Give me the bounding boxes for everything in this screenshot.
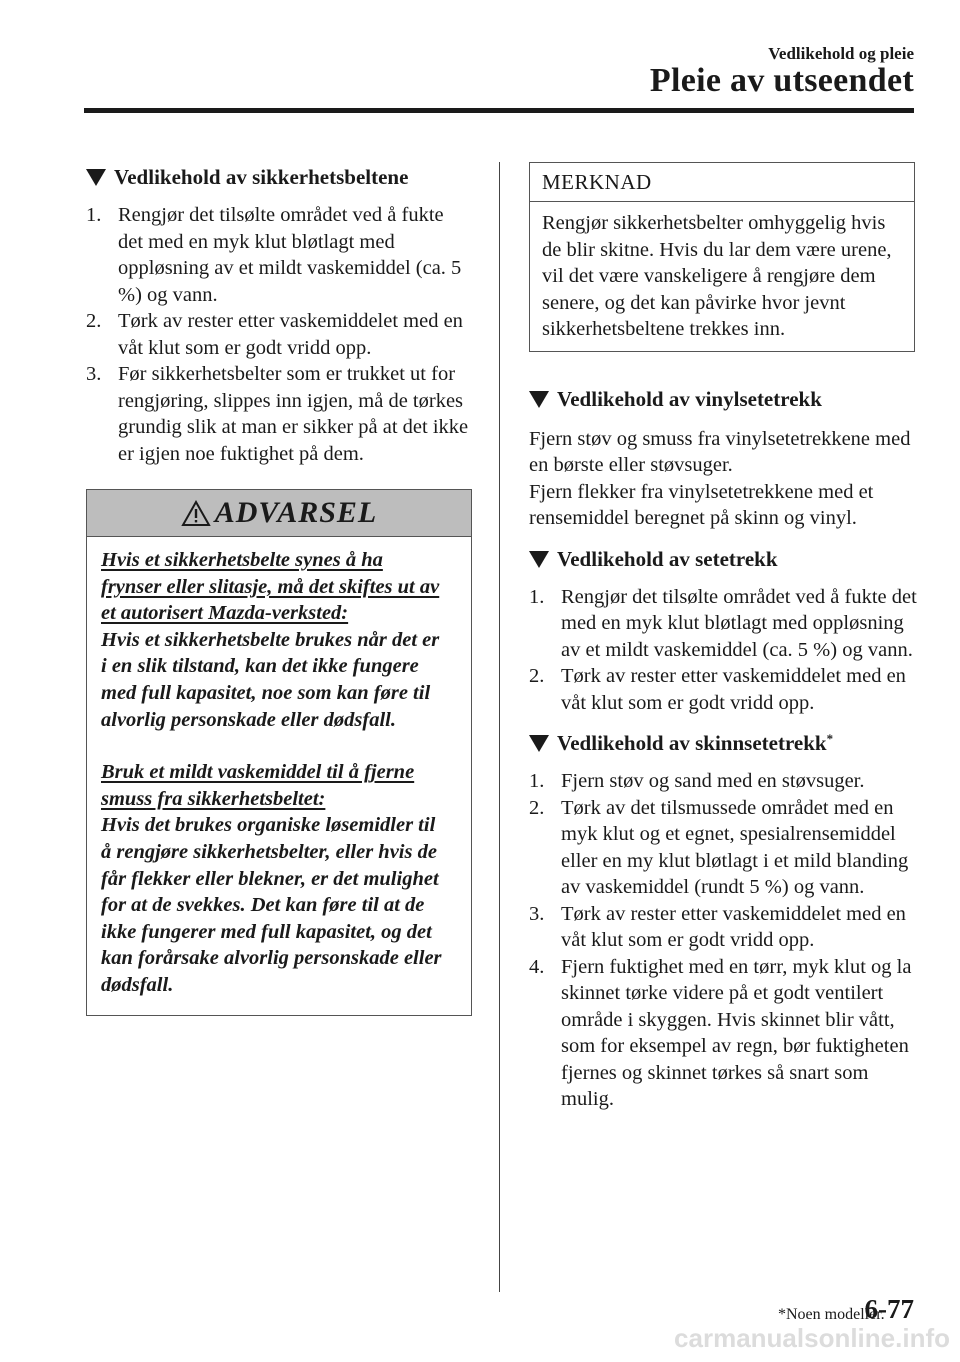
section-heading-vinyl [529,386,917,412]
list-item [86,361,472,467]
list-item [529,768,917,795]
step-number: 1. [529,770,545,792]
step-text: Rengjør det tilsølte området ved å fukte det med en myk klut bløtlagt med oppløsning av et mildt vaskemiddel (ca. 5 %) og vann. [561,585,917,661]
step-text: Før sikkerhetsbelter som er trukket ut for rengjøring, slippes inn igjen, må de tørkes grundig slik at man er sikker på at det ikke er igjen noe fuktighet på dem. [118,363,469,465]
header-rule [84,108,914,113]
step-number: 1. [529,585,545,608]
section-heading-text: Vedlikehold av setetrekk [557,546,778,571]
step-number: 3. [529,902,545,925]
step-text: Tørk av rester etter vaskemiddelet med en våt klut som er godt vridd opp. [561,665,906,714]
note-box [529,162,915,352]
left-column [86,164,472,1016]
triangle-bullet-icon [86,169,106,186]
list-item [529,954,917,1113]
page-number: 6-77 [864,1294,914,1324]
section-heading-seatcover [529,546,917,572]
list-item [86,308,472,361]
list-item [529,901,917,954]
list-item [529,663,917,716]
step-number: 1. [86,204,102,226]
footnote: *Noen modeller. [778,1306,885,1323]
belts-steps-list [86,202,472,467]
section-heading-text: Vedlikehold av skinnsetetrekk* [557,731,834,755]
list-item [529,584,917,664]
list-item [529,795,917,901]
note-title: MERKNAD [530,163,914,202]
warning-header [87,490,471,537]
warning-title: ADVARSEL [214,495,378,529]
step-number: 3. [86,363,102,385]
section-heading-text: Vedlikehold av sikkerhetsbeltene [114,165,409,189]
section-heading-text: Vedlikehold av vinylsetetrekk [557,386,822,411]
triangle-bullet-icon [529,735,549,752]
section-heading-belts [86,164,472,190]
section-heading-leather [529,730,917,756]
step-number: 2. [529,796,545,819]
triangle-bullet-icon [529,391,549,408]
triangle-bullet-icon [529,551,549,568]
right-column [529,162,917,1113]
step-number: 2. [86,310,102,332]
seatcover-steps-list [529,584,917,717]
step-text: Rengjør det tilsølte området ved å fukte det med en myk klut bløtlagt med oppløsning av et mildt vaskemiddel (ca. 5 %) og vann. [118,204,462,306]
step-text: Tørk av rester etter vaskemiddelet med en våt klut som er godt vridd opp. [118,310,463,359]
chapter-label: Vedlikehold og pleie [768,44,914,63]
step-text: Fjern støv og sand med en støvsuger. [561,770,865,792]
page-title: Pleie av utseendet [649,62,914,99]
warning-block2-text: Hvis det brukes organiske løsemidler til å rengjøre sikkerhetsbelter, eller hvis de får flekker eller blekner, er det mulighet for at de svekkes. Det kan føre til at de ikke fungerer med full kapasitet, og det kan forårsake alvorlig personskade eller dødsfall. [101,814,442,996]
warning-block1-heading: Hvis et sikkerhetsbelte synes å ha frynser eller slitasje, må det skiftes ut av et autorisert Mazda-verksted: [101,549,440,625]
step-text: Tørk av det tilsmussede området med en myk klut og et egnet, spesialrensemiddel eller en my klut bløtlagt i et mild blanding av vaskemiddel (rundt 5 %) og vann. [561,796,909,898]
warning-box [86,489,472,1016]
warning-block2-heading: Bruk et mildt vaskemiddel til å fjerne smuss fra sikkerhetsbeltet: [101,761,415,810]
list-item [86,202,472,308]
step-number: 4. [529,955,545,978]
vinyl-paragraph-1: Fjern støv og smuss fra vinylsetetrekkene med en børste eller støvsuger. [529,427,911,476]
column-divider [499,162,500,1292]
vinyl-paragraph-2: Fjern flekker fra vinylsetetrekkene med et rensemiddel beregnet på skinn og vinyl. [529,480,874,529]
watermark: carmanualsonline.info [674,1323,950,1353]
step-text: Tørk av rester etter vaskemiddelet med en våt klut som er godt vridd opp. [561,902,906,951]
leather-steps-list [529,768,917,1113]
step-text: Fjern fuktighet med en tørr, myk klut og la skinnet tørke videre på et godt ventilert område i skyggen. Hvis skinnet blir vått, som for eksempel av regn, bør fuktigheten fjernes og skinnet tørkes så snart som mulig. [561,955,912,1110]
warning-block1-text: Hvis et sikkerhetsbelte brukes når det er i en slik tilstand, kan det ikke fungere med full kapasitet, noe som kan føre til alvorlig personskade eller dødsfall. [101,628,440,731]
step-number: 2. [529,665,545,687]
warning-body [87,537,471,1015]
footnote-marker: * [826,731,834,746]
note-text: Rengjør sikkerhetsbelter omhyggelig hvis de blir skitne. Hvis du lar dem være urene, vil det være vanskeligere å rengjøre dem senere, og det kan påvirke hvor jevnt sikkerhetsbeltene trekkes inn. [542,212,892,340]
warning-triangle-icon [181,500,211,527]
